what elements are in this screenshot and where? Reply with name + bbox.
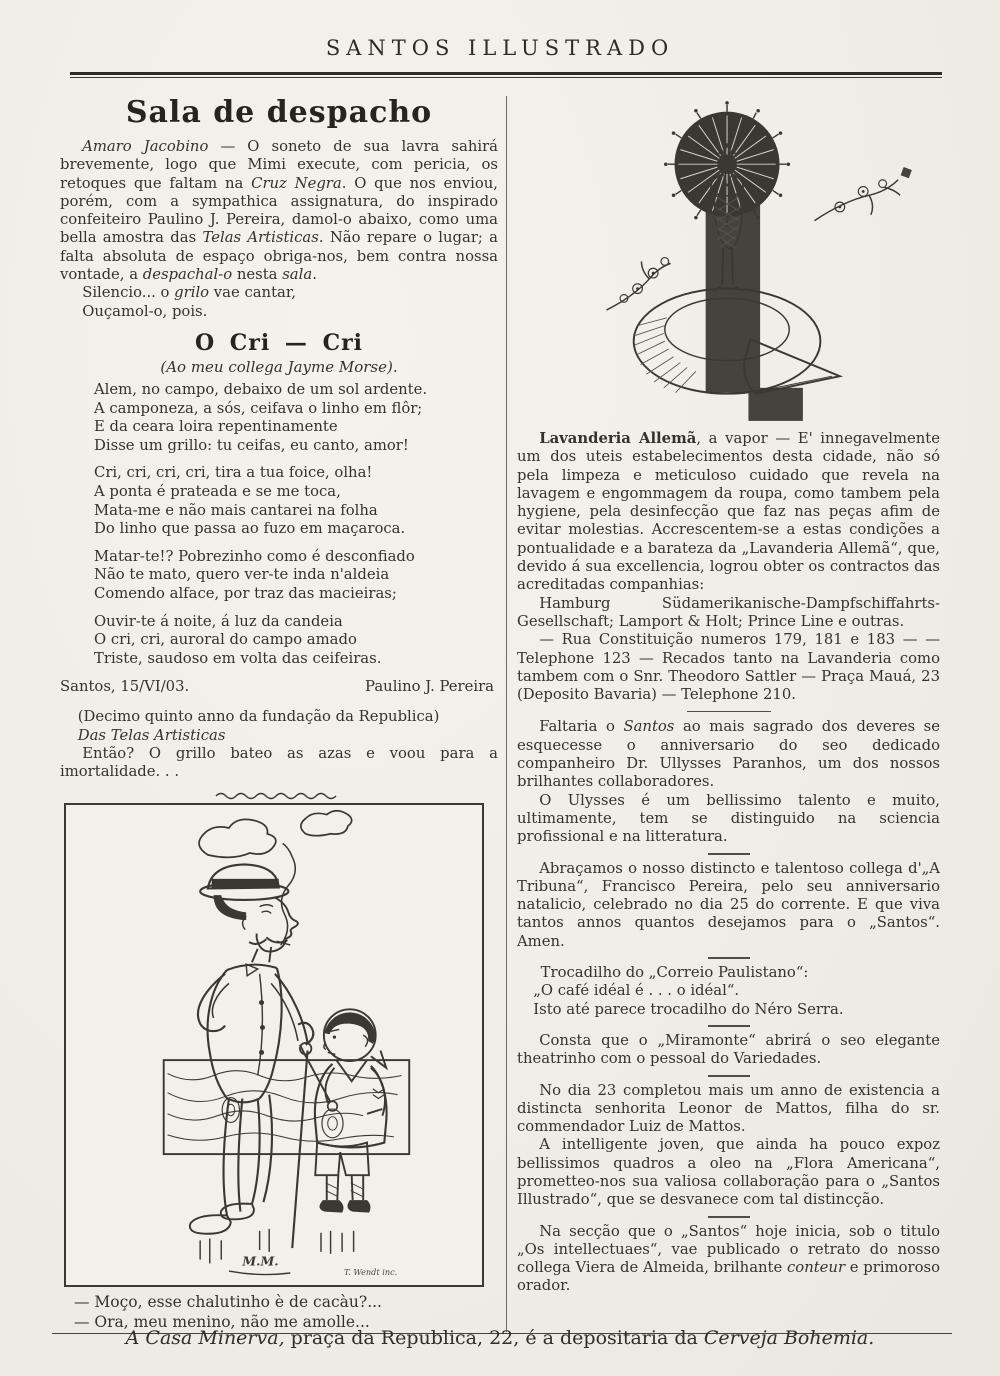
leonor-paragraph: No dia 23 completou mais um anno de existencia a distincta senhorita Leonor de Mattos, filha do sr. commendador Luiz de Mattos. bbox=[517, 1081, 940, 1136]
section-divider bbox=[708, 1075, 750, 1077]
text-segment: sala bbox=[282, 266, 313, 284]
text-segment: ao mais sagrado dos deveres se esquecesse o anniversario do seo dedicado companheiro Dr. Ullysses Paranhos, um dos nossos brilhantes collaboradores. bbox=[517, 718, 941, 791]
cartoon-signatures bbox=[229, 1254, 397, 1278]
artist-signature: M.M. bbox=[242, 1253, 279, 1269]
shoe bbox=[347, 1201, 370, 1213]
text-segment: Na secção que o „Santos“ hoje inicia, sob o titulo „Os intellectuaes“, vae publicado o retrato do nosso collega Viera de Almeida, brilhante bbox=[517, 1222, 940, 1277]
masthead-title: SANTOS ILLUSTRADO bbox=[325, 36, 675, 60]
poem-author: Paulino J. Pereira bbox=[365, 678, 494, 696]
silencio-line bbox=[60, 284, 498, 302]
legs bbox=[327, 1176, 363, 1201]
wooden-fence bbox=[164, 1061, 410, 1155]
man-figure bbox=[190, 865, 313, 1264]
text-segment: Amaro Jacobino bbox=[82, 138, 209, 155]
abracamos-paragraph: Abraçamos o nosso distincto e talentoso collega d'„A Tribuna“, Francisco Pereira, pelo seu anniversario natalicio, celebrado no dia 25 do corrente. E que viva tantos annos quantos desejamos para o „Santos“. Amen. bbox=[517, 859, 940, 950]
section-divider bbox=[708, 957, 750, 959]
text-segment: Santos bbox=[623, 718, 675, 736]
motion-lines bbox=[321, 1231, 354, 1254]
eyebrow bbox=[260, 905, 273, 907]
column-divider bbox=[506, 96, 507, 1332]
text-segment: . Não repare o lugar; a falta absoluta de espaço obriga-nos, bem contra nossa vontade, a bbox=[60, 229, 499, 284]
cartoon-drawing bbox=[66, 805, 482, 1285]
cartoon-illustration bbox=[64, 803, 484, 1287]
fan-halo bbox=[664, 101, 790, 227]
eye bbox=[262, 912, 272, 914]
text-segment: despachal-o bbox=[142, 266, 233, 284]
poem-byline bbox=[60, 677, 498, 696]
poem-stanza bbox=[60, 464, 498, 538]
consta-paragraph: Consta que o „Miramonte“ abrirá o seo elegante theatrinho com o pessoal do Variedades. bbox=[517, 1031, 940, 1068]
poem-line: Cri, cri, cri, cri, tira a tua foice, olha! bbox=[94, 464, 373, 482]
right-column bbox=[517, 94, 940, 1332]
trocadilho-line: Isto até parece trocadilho do Néro Serra. bbox=[533, 1000, 844, 1018]
button bbox=[260, 1025, 265, 1030]
poem-line: O cri, cri, auroral do campo amado bbox=[94, 631, 357, 649]
silencio-lines bbox=[60, 284, 498, 321]
trocadilho-line: Trocadilho do „Correio Paulistano“: bbox=[540, 964, 809, 982]
text-segment: — O soneto de sua lavra sahirá brevemente, logo que Mimi execute, com pericia, os retoques que faltam na bbox=[60, 138, 498, 192]
button bbox=[259, 1050, 264, 1055]
poem-place-date: Santos, 15/VI/03. bbox=[60, 678, 190, 696]
text-segment: conteur bbox=[787, 1259, 846, 1277]
wavy-divider-glyph bbox=[214, 790, 344, 800]
companies-paragraph: Hamburg Südamerikanische-Dampfschiffahrts-Gesellschaft; Lamport & Holt; Prince Line e outras. bbox=[517, 594, 940, 630]
engraver-signature: T. Wendt inc. bbox=[344, 1267, 398, 1278]
text-segment: praça da Republica, 22, é a depositaria da bbox=[284, 1327, 704, 1349]
laundry-ad-illustration bbox=[517, 94, 940, 424]
text-segment: e primoroso orador. bbox=[517, 1259, 940, 1295]
cane bbox=[292, 1023, 313, 1248]
ulysses-paragraph: O Ulysses é um bellissimo talento e muito, ultimamente, tem se distinguido na sciencia profissional e na litteratura. bbox=[517, 791, 940, 846]
telas-note: Das Telas Artisticas bbox=[77, 726, 226, 744]
ad-drawing bbox=[517, 94, 940, 424]
cartoon-caption: — Ora, meu menino, não me amolle... bbox=[74, 1312, 370, 1331]
section-divider bbox=[708, 1216, 750, 1218]
text-segment: Telas Artisticas bbox=[202, 229, 319, 247]
seccao-paragraph bbox=[517, 1223, 940, 1296]
poem-line: A camponeza, a sós, ceifava o linho em flôr; bbox=[94, 399, 423, 417]
button bbox=[259, 1001, 264, 1006]
section-divider bbox=[708, 1025, 750, 1027]
poem-line: Matar-te!? Pobrezinho como é desconfiado bbox=[94, 547, 415, 565]
section-divider bbox=[687, 711, 771, 712]
grillo-paragraph: Então? O grillo bateo as azas e voou para a imortalidade. . . bbox=[60, 744, 498, 781]
shoe bbox=[320, 1201, 344, 1213]
poem-line: Disse um grillo: tu ceifas, eu canto, amor! bbox=[94, 436, 409, 454]
poem-line: Não te mato, quero ver-te inda n'aldeia bbox=[94, 566, 390, 584]
poem-line: Mata-me e não mais cantarei na folha bbox=[94, 501, 378, 519]
poem-line: Alem, no campo, debaixo de um sol ardente. bbox=[94, 380, 428, 398]
text-segment: . O que nos enviou, porém, com a sympathica assignatura, do inspirado confeiteiro Paulino J. Pereira, damol-o abaixo, como uma bella amostra das bbox=[60, 174, 498, 247]
text-segment: Cerveja Bohemia. bbox=[703, 1327, 875, 1349]
wavy-divider bbox=[60, 785, 498, 797]
boy-figure bbox=[300, 1010, 387, 1255]
poem-line: Ouvir-te á noite, á luz da candeia bbox=[94, 612, 343, 630]
article-title: Sala de despacho bbox=[125, 95, 433, 130]
poem-line: Comendo alface, por traz das macieiras; bbox=[94, 584, 397, 602]
poem-line: Do linho que passa ao fuzo em maçaroca. bbox=[94, 520, 406, 538]
footer-ad-line bbox=[0, 1327, 1000, 1349]
text-segment: A Casa Minerva, bbox=[125, 1327, 285, 1349]
faltaria-paragraph bbox=[517, 718, 940, 791]
lavanderia-paragraph bbox=[517, 430, 940, 595]
republic-note: (Decimo quinto anno da fundação da Republica) bbox=[77, 708, 440, 726]
text-segment: Cruz Negra bbox=[251, 174, 342, 192]
trocadilho-block bbox=[517, 964, 940, 1019]
blossom-branch-left bbox=[606, 258, 670, 311]
intro-paragraph bbox=[60, 138, 498, 284]
text-segment: nesta bbox=[232, 266, 283, 284]
text-segment: . bbox=[312, 266, 317, 284]
poem-stanza bbox=[60, 613, 498, 669]
text-segment: vae cantar, bbox=[209, 284, 296, 302]
post-block bbox=[60, 708, 498, 781]
address-paragraph: — Rua Constituição numeros 179, 181 e 183 — — Telephone 123 — Recados tanto na Lavanderia como tambem com o Snr. Theodoro Sattler — Praça Mauá, 23 (Deposito Bavaria) — Telephone 210. bbox=[517, 631, 940, 704]
intelligente-paragraph: A intelligente joven, que ainda ha pouco expoz bellissimos quadros a oleo na „Flora Americana“, prometteo-nos sua valiosa collaboração para o „Santos Illustrado“, que se desvanece com tal distincção. bbox=[517, 1136, 940, 1209]
silencio-line bbox=[60, 303, 498, 321]
poem-line: Triste, saudoso em volta das ceifeiras. bbox=[94, 649, 382, 667]
poem-stanza bbox=[60, 381, 498, 455]
poem-stanza bbox=[60, 548, 498, 604]
text-segment: , a vapor — E' innegavelmente um dos uteis estabelecimentos desta cidade, não só pela limpeza e meticuloso cuidado que revela na lavagem e engommagem da roupa, como tambem pela hygiene, pela desinfecção que faz nas peças afim de evitar molestias. Accrescentem-se a estas condições a pontualidade e a barateza da „Lavanderia Allemã“, que, devido á sua excellencia, logrou obter os contractos das acreditadas companhias: bbox=[517, 430, 940, 594]
sleeve-badge bbox=[373, 1089, 385, 1099]
text-segment: Ouçamol-o, pois. bbox=[82, 302, 208, 320]
poem-line: E da ceara loira repentinamente bbox=[94, 418, 338, 436]
poem-title: O Cri — Cri bbox=[194, 329, 364, 356]
poem-line: A ponta é prateada e se me toca, bbox=[94, 482, 341, 500]
ear bbox=[363, 1036, 367, 1048]
left-column bbox=[60, 94, 498, 1332]
text-segment: Faltaria o bbox=[539, 718, 624, 736]
masthead-rule bbox=[70, 72, 942, 78]
text-segment: Silencio... o bbox=[82, 284, 175, 302]
blossom-branch-right bbox=[815, 167, 912, 221]
cartoon-caption: — Moço, esse chalutinho è de cacàu?... bbox=[74, 1293, 382, 1311]
section-divider bbox=[708, 853, 750, 855]
trocadilho-line: „O café idéal é . . . o idéal“. bbox=[533, 982, 740, 1000]
sock-hatch bbox=[326, 1183, 362, 1196]
poem-dedication: (Ao meu collega Jayme Morse). bbox=[160, 357, 398, 376]
text-segment: grilo bbox=[174, 284, 210, 302]
eye bbox=[333, 1036, 336, 1039]
mouth bbox=[328, 1053, 336, 1055]
columns-container bbox=[60, 94, 940, 1332]
coat bbox=[208, 965, 282, 1103]
legs bbox=[224, 1095, 272, 1216]
text-segment: Lavanderia Allemã bbox=[539, 430, 697, 447]
